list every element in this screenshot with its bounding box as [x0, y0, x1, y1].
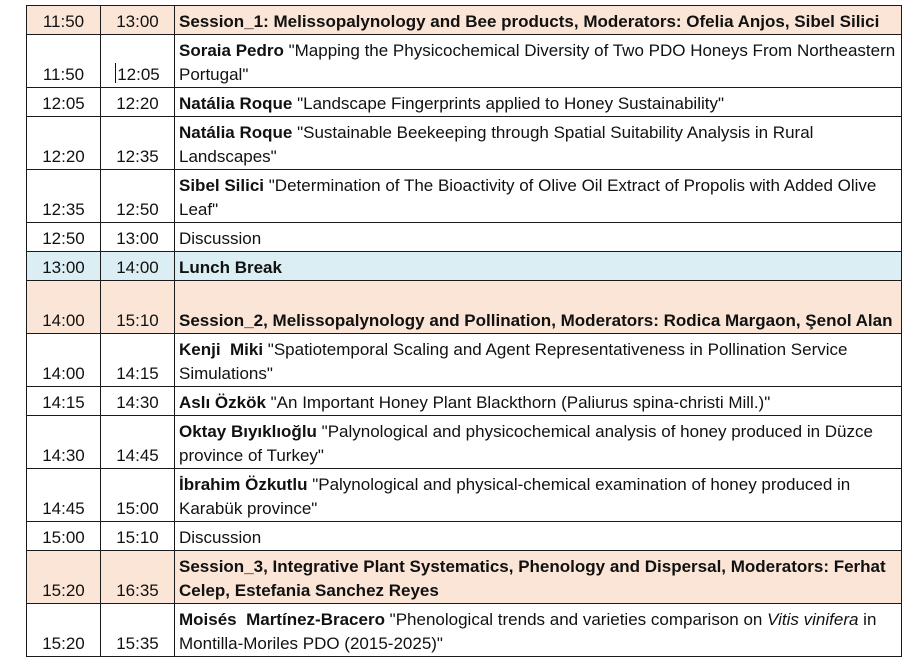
talk-row — [27, 604, 902, 657]
talk-cell — [175, 334, 902, 387]
speaker-name: Natália Roque — [179, 94, 293, 113]
start-time: 11:50 — [27, 35, 101, 88]
end-time: 15:00 — [101, 469, 175, 522]
start-time: 14:30 — [27, 416, 101, 469]
start-time: 15:00 — [27, 522, 101, 551]
talk-cell — [175, 604, 902, 657]
start-time: 12:35 — [27, 170, 101, 223]
end-time: 12:20 — [101, 88, 175, 117]
end-time: 14:00 — [101, 252, 175, 281]
talk-title: "Spatiotemporal Scaling and Agent Representativeness in Pollination Service Simulations" — [179, 340, 848, 383]
talk-row — [27, 35, 902, 88]
start-time: 14:45 — [27, 469, 101, 522]
end-time — [101, 35, 175, 88]
schedule-table — [26, 5, 902, 657]
talk-cell — [175, 88, 902, 117]
start-time: 14:15 — [27, 387, 101, 416]
speaker-name: Kenji Miki — [179, 340, 264, 359]
talk-title-pre: "Phenological trends and varieties comparison on — [384, 610, 768, 629]
end-time: 13:00 — [101, 6, 175, 35]
talk-row — [27, 170, 902, 223]
talk-title-post: in Montilla-Moriles PDO (2015-2025)" — [179, 610, 877, 653]
speaker-name: Oktay Bıyıklıoğlu — [179, 422, 317, 441]
session-title: Session_1: Melissopalynology and Bee products, Moderators: Ofelia Anjos, Sibel Silici — [175, 6, 902, 35]
talk-row — [27, 117, 902, 170]
talk-title: "Determination of The Bioactivity of Olive Oil Extract of Propolis with Added Olive Leaf" — [179, 176, 877, 219]
talk-cell — [175, 387, 902, 416]
session-title: Session_3, Integrative Plant Systematics, Phenology and Dispersal, Moderators: Ferhat Celep, Estefania Sanchez Reyes — [175, 551, 902, 604]
session-row — [27, 6, 902, 35]
session-row — [27, 551, 902, 604]
end-time: 15:10 — [101, 522, 175, 551]
speaker-name: Aslı Özkök — [179, 393, 266, 412]
end-time-text: 12:05 — [117, 65, 160, 84]
end-time: 15:35 — [101, 604, 175, 657]
talk-cell — [175, 117, 902, 170]
talk-row — [27, 88, 902, 117]
talk-cell — [175, 35, 902, 88]
end-time: 15:10 — [101, 281, 175, 334]
end-time: 14:15 — [101, 334, 175, 387]
talk-title: "Palynological and physicochemical analysis of honey produced in Düzce province of Turkey" — [179, 422, 873, 465]
end-time: 14:30 — [101, 387, 175, 416]
discussion-row — [27, 223, 902, 252]
talk-cell — [175, 469, 902, 522]
end-time: 12:50 — [101, 170, 175, 223]
end-time: 12:35 — [101, 117, 175, 170]
talk-cell — [175, 170, 902, 223]
talk-title: "Mapping the Physicochemical Diversity of Two PDO Honeys From Northeastern Portugal" — [179, 41, 896, 84]
speaker-name: Soraia Pedro — [179, 41, 284, 60]
session-row — [27, 281, 902, 334]
talk-row — [27, 387, 902, 416]
start-time: 12:20 — [27, 117, 101, 170]
lunch-row — [27, 252, 902, 281]
talk-title: "Landscape Fingerprints applied to Honey Sustainability" — [292, 94, 725, 113]
speaker-name: Sibel Silici — [179, 176, 265, 195]
talk-title: "Sustainable Beekeeping through Spatial Suitability Analysis in Rural Landscapes" — [179, 123, 814, 166]
start-time: 12:05 — [27, 88, 101, 117]
start-time: 14:00 — [27, 281, 101, 334]
speaker-name: Moisés Martínez-Bracero — [179, 610, 385, 629]
session-title: Session_2, Melissopalynology and Pollination, Moderators: Rodica Margaon, Şenol Alan — [175, 281, 902, 334]
talk-title: "Palynological and physical-chemical examination of honey produced in Karabük province" — [179, 475, 851, 518]
speaker-name: Natália Roque — [179, 123, 293, 142]
talk-row — [27, 469, 902, 522]
start-time: 12:50 — [27, 223, 101, 252]
lunch-label: Lunch Break — [175, 252, 902, 281]
talk-row — [27, 416, 902, 469]
end-time: 14:45 — [101, 416, 175, 469]
discussion-label: Discussion — [175, 223, 902, 252]
end-time: 13:00 — [101, 223, 175, 252]
talk-title: "An Important Honey Plant Blackthorn (Paliurus spina-christi Mill.)" — [265, 393, 771, 412]
start-time: 13:00 — [27, 252, 101, 281]
start-time: 11:50 — [27, 6, 101, 35]
discussion-row — [27, 522, 902, 551]
start-time: 15:20 — [27, 604, 101, 657]
start-time: 14:00 — [27, 334, 101, 387]
speaker-name: İbrahim Özkutlu — [179, 475, 308, 494]
talk-row — [27, 334, 902, 387]
talk-cell — [175, 416, 902, 469]
species-name: Vitis vinifera — [767, 610, 859, 629]
discussion-label: Discussion — [175, 522, 902, 551]
start-time: 15:20 — [27, 551, 101, 604]
end-time: 16:35 — [101, 551, 175, 604]
